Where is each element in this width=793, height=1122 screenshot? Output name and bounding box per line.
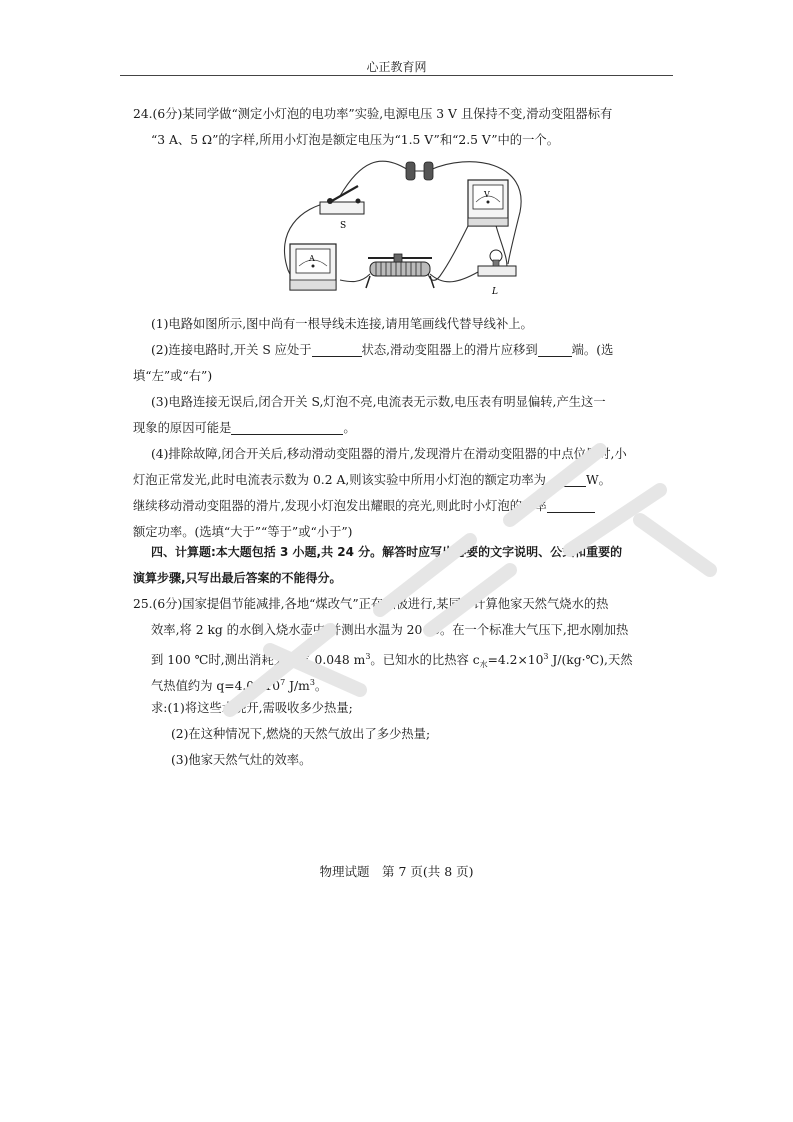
q24-part1: (1)电路如图所示,图中尚有一根导线未连接,请用笔画线代替导线补上。 (151, 317, 533, 331)
lamp-label: L (492, 287, 498, 297)
q25-line4-a: 气热值约为 q=4.0×10 (151, 679, 281, 693)
circuit-diagram (270, 152, 528, 304)
q25-line3-sup2: 3 (543, 652, 549, 661)
header-rule (120, 75, 673, 76)
answer-blank-power-compare[interactable] (547, 498, 595, 513)
switch-label: S (340, 221, 347, 231)
q25-ask3: (3)他家天然气灶的效率。 (171, 753, 312, 767)
q24-intro-line1: 24.(6分)某同学做“测定小灯泡的电功率”实验,电源电压 3 V 且保持不变,滑动变阻器标有 (133, 107, 613, 121)
q25-line4-c: 。 (314, 679, 328, 693)
section4-line2: 演算步骤,只写出最后答案的不能得分。 (133, 571, 342, 585)
ammeter-symbol: A (309, 254, 315, 263)
page-footer: 物理试题 第 7 页(共 8 页) (319, 864, 474, 879)
q25-line3-sup: 3 (365, 652, 371, 661)
answer-blank-switch-state[interactable] (312, 342, 362, 357)
voltmeter-symbol: V (484, 190, 490, 199)
answer-blank-fault-cause[interactable] (231, 420, 343, 435)
q25-line4-b: J/m (285, 679, 310, 693)
q25-ask1: 求:(1)将这些水烧开,需吸收多少热量; (151, 701, 353, 715)
section4-line1: 四、计算题:本大题包括 3 小题,共 24 分。解答时应写出必要的文字说明、公式和重要的 (151, 545, 623, 559)
q24-part3-line1: (3)电路连接无误后,闭合开关 S,灯泡不亮,电流表无示数,电压表有明显偏转,产生这一 (151, 395, 606, 409)
q24-part2-text-a: (2)连接电路时,开关 S 应处于 (151, 343, 312, 357)
q24-part4-line1: (4)排除故障,闭合开关后,移动滑动变阻器的滑片,发现滑片在滑动变阻器的中点位置时,小 (151, 447, 627, 461)
q25-line3-sub: 水 (479, 660, 488, 669)
q25-line3-a: 到 100 ℃时,测出消耗天然气 0.048 m (151, 653, 366, 667)
q24-intro-line2: “3 A、5 Ω”的字样,所用小灯泡是额定电压为“1.5 V”和“2.5 V”中的一个。 (151, 133, 559, 147)
answer-blank-slider-end[interactable] (538, 342, 572, 357)
q25-line4-sup2: 3 (309, 678, 315, 687)
q25-line4 (133, 670, 327, 699)
q25-line4-sup: 7 (280, 678, 286, 687)
q25-line3-c: =4.2×10 (487, 653, 544, 667)
q24-part4-line4: 额定功率。(选填“大于”“等于”或“小于”) (133, 525, 353, 539)
q25-line1: 25.(6分)国家提倡节能减排,各地“煤改气”正在积极进行,某同学计算他家天然气烧水的热 (133, 597, 609, 611)
q25-line3-b: 。已知水的比热容 c (370, 653, 480, 667)
q24-part4-text-b: 灯泡正常发光,此时电流表示数为 0.2 A,则该实验中所用小灯泡的额定功率为 (133, 473, 546, 487)
switch-icon (320, 186, 364, 214)
answer-blank-rated-power[interactable] (546, 472, 586, 487)
page-header-site: 心正教育网 (366, 60, 427, 74)
q24-part4-text-d: 继续移动滑动变阻器的滑片,发现小灯泡发出耀眼的亮光,则此时小灯泡的功率 (133, 499, 547, 513)
q24-part4-line2 (133, 468, 611, 493)
q25-ask2: (2)在这种情况下,燃烧的天然气放出了多少热量; (171, 727, 431, 741)
voltmeter-icon (468, 180, 508, 226)
q24-part4-text-c: W。 (585, 473, 611, 487)
q24-part4-line3 (133, 494, 595, 519)
q25-line3-d: J/(kg·℃),天然 (548, 653, 633, 667)
rheostat-icon (366, 254, 434, 288)
q24-part2-text-b: 状态,滑动变阻器上的滑片应移到 (361, 343, 538, 357)
q24-part2-line2: 填“左”或“右”) (133, 369, 213, 383)
power-source-icon (406, 162, 433, 180)
q24-part3-line2 (133, 416, 356, 441)
ammeter-icon (290, 244, 336, 290)
q25-line2: 效率,将 2 kg 的水倒入烧水壶中,并测出水温为 20 ℃。在一个标准大气压下,把水刚加热 (151, 623, 629, 637)
q24-part3-text-b: 现象的原因可能是 (133, 421, 232, 435)
q24-part2-text-c: 端。(选 (571, 343, 614, 357)
q24-part2-line1 (133, 338, 613, 363)
q24-part3-text-c: 。 (343, 421, 356, 435)
